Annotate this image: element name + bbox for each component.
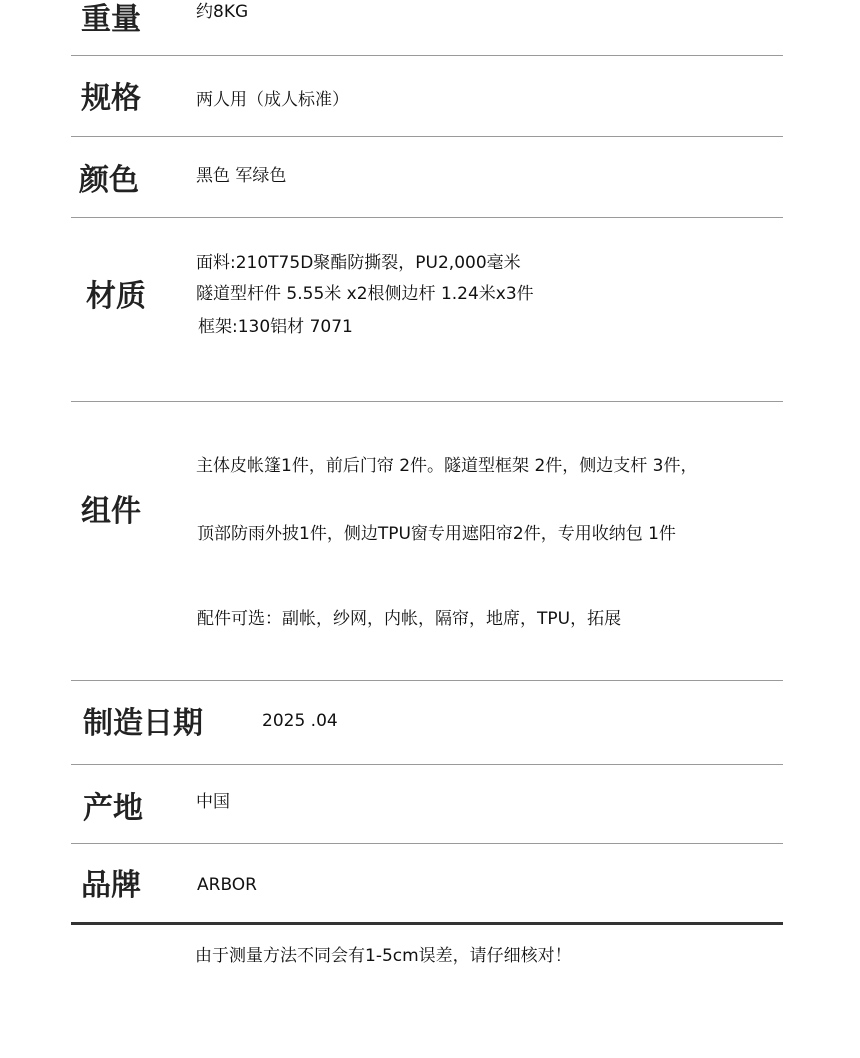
components-label: 组件 [81,494,141,529]
bottom-divider [71,922,783,925]
weight-label: 重量 [81,2,141,37]
components-line: 配件可选：副帐，纱网，内帐，隔帘，地席，TPU，拓展 [197,609,622,629]
divider [71,55,783,56]
divider [71,217,783,218]
material-line: 框架:130铝材 7071 [198,317,353,337]
weight-value: 约8KG [196,2,249,22]
measurement-note: 由于测量方法不同会有1-5cm误差，请仔细核对！ [195,946,572,966]
manufacture-date-value: 2025 .04 [262,711,338,731]
material-line: 隧道型杆件 5.55米 x2根侧边杆 1.24米x3件 [196,284,534,304]
divider [71,680,783,681]
size-label: 规格 [81,81,141,116]
divider [71,764,783,765]
material-line: 面料:210T75D聚酯防撕裂，PU2,000毫米 [196,253,521,273]
manufacture-date-label: 制造日期 [83,706,203,741]
color-value: 黑色 军绿色 [196,166,287,186]
components-line: 主体皮帐篷1件，前后门帘 2件。隧道型框架 2件，侧边支杆 3件， [196,456,698,476]
color-label: 颜色 [79,163,139,198]
size-value: 两人用（成人标准） [196,90,349,110]
divider [71,401,783,402]
brand-value: ARBOR [197,875,257,895]
components-line: 顶部防雨外披1件，侧边TPU窗专用遮阳帘2件，专用收纳包 1件 [197,524,676,544]
material-label: 材质 [86,279,146,314]
divider [71,136,783,137]
origin-value: 中国 [196,792,230,812]
brand-label: 品牌 [81,868,141,903]
divider [71,843,783,844]
origin-label: 产地 [83,791,143,826]
